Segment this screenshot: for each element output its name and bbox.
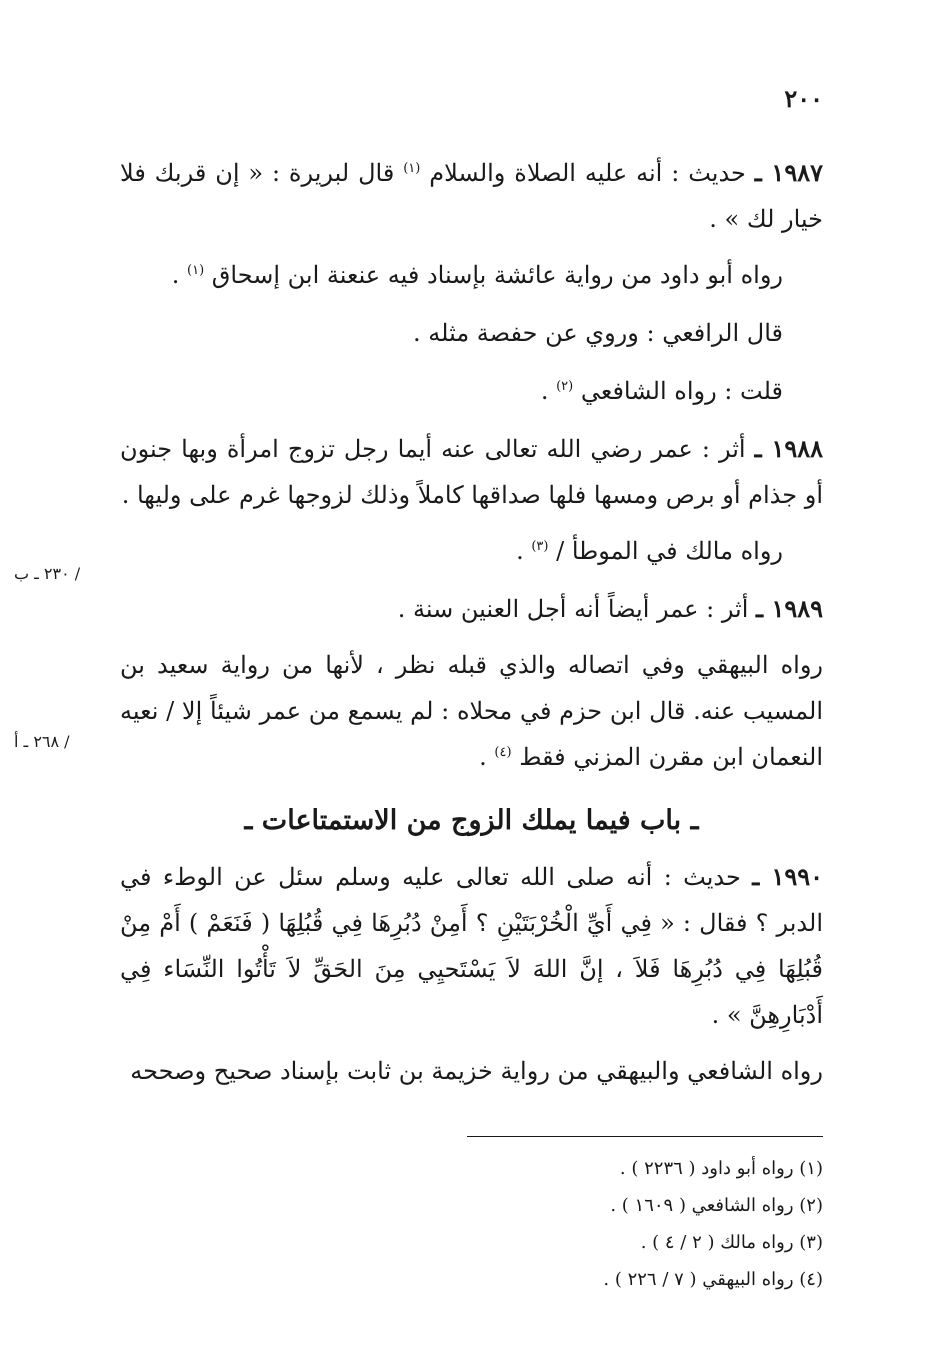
narration (120, 368, 823, 414)
narration-text-cont: . (479, 743, 495, 771)
chapter-heading: ـ باب فيما يملك الزوج من الاستمتاعات ـ (244, 805, 699, 836)
entry-text: أثر : عمر أيضاً أنه أجل العنين سنة . (397, 595, 757, 623)
narration-text: رواه البيهقي وفي اتصاله والذي قبله نظر ، لأنها من رواية سعيد بن المسيب عنه. قال ابن حزم في محلاه : لم يسمع من عمر شيئاً إلا / نعيه النعمان ابن مقرن المزني فقط (120, 651, 823, 771)
footnote-marker: (١) (403, 161, 421, 176)
narration-text: رواه مالك في الموطأ / (556, 537, 783, 565)
narration-text: رواه أبو داود من رواية عائشة بإسناد فيه عنعنة ابن إسحاق (211, 261, 783, 289)
entry-1988 (120, 426, 823, 518)
entry-1989 (120, 586, 823, 632)
narration-text: رواه الشافعي والبيهقي من رواية خزيمة بن ثابت بإسناد صحيح وصححه (130, 1057, 823, 1085)
narration (120, 528, 823, 574)
footnote-marker: (١) (187, 263, 205, 278)
margin-note-folio: / ٢٣٠ ـ ب (14, 564, 81, 583)
footnote: (١) رواه أبو داود ( ٢٢٣٦ ) . (619, 1158, 823, 1179)
narration-text-cont: . (540, 377, 557, 405)
entry-number: ١٩٨٧ ـ (754, 158, 823, 187)
entry-1987 (120, 150, 823, 242)
main-text (120, 150, 823, 1106)
footnote-marker: (٢) (556, 379, 574, 394)
margin-note-folio: / ٢٦٨ ـ أ (14, 732, 70, 751)
entry-text: حديث : أنه عليه الصلاة والسلام (429, 159, 755, 187)
footnote-marker: (٤) (494, 745, 512, 760)
entry-text-cont: قال لبريرة : « إن قربك فلا خيار لك » . (120, 159, 823, 233)
entry-number: ١٩٩٠ ـ (752, 862, 824, 891)
footnote: (٤) رواه البيهقي ( ٧ / ٢٢٦ ) . (603, 1269, 823, 1290)
page-number: ٢٠٠ (784, 84, 823, 113)
narration (120, 310, 823, 356)
footnotes (120, 1150, 823, 1298)
entry-number: ١٩٨٨ ـ (754, 434, 824, 463)
entry-number: ١٩٨٩ ـ (756, 594, 823, 623)
entry-1990 (120, 854, 823, 1038)
narration (120, 1048, 823, 1094)
narration-text-cont: . (171, 261, 188, 289)
footnote: (٣) رواه مالك ( ٢ / ٤ ) . (640, 1232, 823, 1253)
narration-text: قال الرافعي : وروي عن حفصة مثله . (413, 319, 783, 347)
entry-text: أثر : عمر رضي الله تعالى عنه أيما رجل تزوج امرأة وبها جنون أو جذام أو برص ومسها فلها صداقها كاملاً وذلك لزوجها غرم على وليها . (120, 435, 823, 509)
narration (120, 252, 823, 298)
footnote-marker: (٣) (531, 539, 549, 554)
footnote-divider (467, 1136, 823, 1137)
footnote: (٢) رواه الشافعي ( ١٦٠٩ ) . (610, 1195, 823, 1216)
narration-text-cont: . (516, 537, 532, 565)
entry-text: حديث : أنه صلى الله تعالى عليه وسلم سئل عن الوطء في الدبر ؟ فقال : « فِي أَيِّ الْخُرْبَتَيْنِ ؟ أَمِنْ دُبُرِهَا فِي قُبُلِهَا ( فَنَعَمْ ) أَمْ مِنْ قُبُلِهَا فِي دُبُرِهَا فَلاَ ، إنَّ اللهَ لاَ يَسْتَحيِي مِنَ الحَقِّ لاَ تَأْتُوا النِّسَاء فِي أَدْبَارِهِنَّ » . (120, 863, 823, 1029)
narration-text: قلت : رواه الشافعي (580, 377, 783, 405)
narration (120, 642, 823, 780)
